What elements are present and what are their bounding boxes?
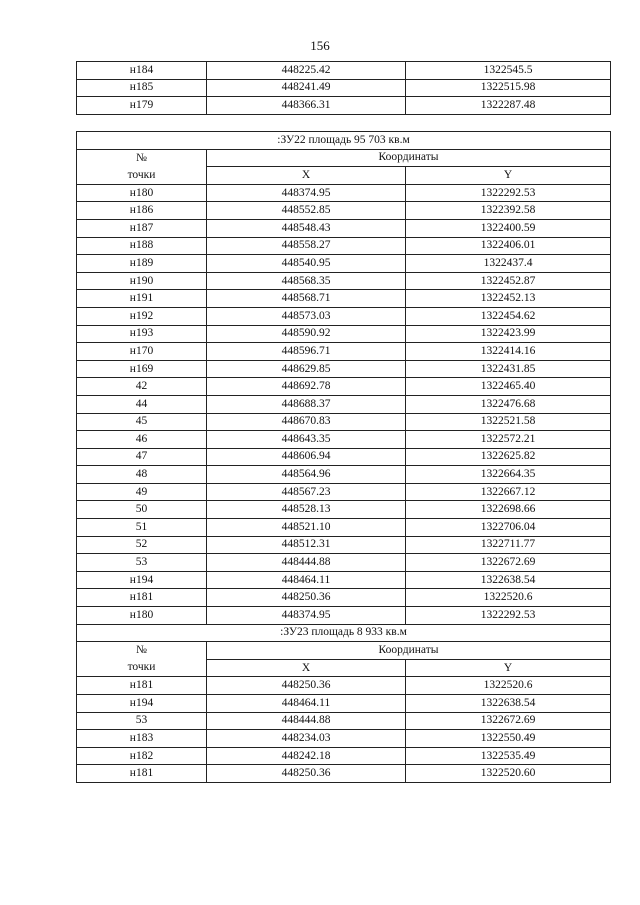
point-number-cell: н186 — [77, 202, 207, 220]
x-coordinate-cell: 448464.11 — [207, 695, 406, 713]
table-row — [77, 571, 611, 589]
table-row — [77, 62, 611, 80]
table-row — [77, 272, 611, 290]
y-coordinate-cell: 1322638.54 — [406, 695, 611, 713]
table-row — [77, 395, 611, 413]
y-coordinate-cell: 1322698.66 — [406, 501, 611, 519]
point-number-cell: н181 — [77, 677, 207, 695]
x-coordinate-cell: 448540.95 — [207, 255, 406, 273]
x-coordinate-cell: 448596.71 — [207, 343, 406, 361]
point-number-cell: 53 — [77, 554, 207, 572]
point-number-cell: н187 — [77, 219, 207, 237]
table-row — [77, 255, 611, 273]
x-coordinate-cell: 448548.43 — [207, 219, 406, 237]
y-coordinate-cell: 1322706.04 — [406, 519, 611, 537]
y-coordinate-cell: 1322465.40 — [406, 378, 611, 396]
y-coordinate-cell: 1322292.53 — [406, 607, 611, 625]
x-coordinate-cell: 448242.18 — [207, 747, 406, 765]
y-coordinate-cell: 1322545.5 — [406, 62, 611, 80]
table-row — [77, 290, 611, 308]
point-number-cell: 51 — [77, 519, 207, 537]
x-coordinate-cell: 448564.96 — [207, 466, 406, 484]
x-coordinate-cell: 448241.49 — [207, 79, 406, 97]
table-row — [77, 448, 611, 466]
table-row — [77, 219, 611, 237]
y-coordinate-cell: 1322400.59 — [406, 219, 611, 237]
table-row — [77, 307, 611, 325]
x-coordinate-cell: 448512.31 — [207, 536, 406, 554]
table-row — [77, 413, 611, 431]
point-number-cell: 52 — [77, 536, 207, 554]
table-row — [77, 554, 611, 572]
x-coordinate-cell: 448568.71 — [207, 290, 406, 308]
point-number-cell: н183 — [77, 730, 207, 748]
table-row — [77, 202, 611, 220]
y-coordinate-cell: 1322711.77 — [406, 536, 611, 554]
y-coordinate-cell: 1322535.49 — [406, 747, 611, 765]
column-header-row — [77, 149, 611, 167]
table-row — [77, 360, 611, 378]
point-number-cell: 45 — [77, 413, 207, 431]
y-coordinate-cell: 1322638.54 — [406, 571, 611, 589]
coordinates-header: Координаты — [207, 642, 611, 660]
y-coordinate-cell: 1322452.13 — [406, 290, 611, 308]
point-number-cell: н182 — [77, 747, 207, 765]
point-number-cell: н190 — [77, 272, 207, 290]
x-coordinate-cell: 448374.95 — [207, 607, 406, 625]
point-number-cell: 48 — [77, 466, 207, 484]
point-number-cell: н189 — [77, 255, 207, 273]
x-coordinate-cell: 448366.31 — [207, 97, 406, 115]
y-column-header: Y — [406, 659, 611, 677]
y-coordinate-cell: 1322520.60 — [406, 765, 611, 783]
table-body — [77, 132, 611, 783]
table-row — [77, 747, 611, 765]
x-coordinate-cell: 448444.88 — [207, 554, 406, 572]
x-coordinate-cell: 448552.85 — [207, 202, 406, 220]
y-coordinate-cell: 1322664.35 — [406, 466, 611, 484]
point-number-cell: 44 — [77, 395, 207, 413]
section-title: :ЗУ23 площадь 8 933 кв.м — [77, 624, 611, 642]
table-row — [77, 343, 611, 361]
point-number-header: № — [77, 642, 207, 660]
point-number-cell: н191 — [77, 290, 207, 308]
y-coordinate-cell: 1322414.16 — [406, 343, 611, 361]
table-row — [77, 325, 611, 343]
table-row — [77, 79, 611, 97]
x-coordinate-cell: 448670.83 — [207, 413, 406, 431]
y-coordinate-cell: 1322292.53 — [406, 184, 611, 202]
table-row — [77, 483, 611, 501]
x-coordinate-cell: 448250.36 — [207, 677, 406, 695]
table-row — [77, 184, 611, 202]
x-coordinate-cell: 448250.36 — [207, 589, 406, 607]
table-row — [77, 97, 611, 115]
point-number-cell: н180 — [77, 607, 207, 625]
y-coordinate-cell: 1322423.99 — [406, 325, 611, 343]
table-row — [77, 677, 611, 695]
table-row — [77, 607, 611, 625]
table-row — [77, 695, 611, 713]
y-column-header: Y — [406, 167, 611, 185]
point-number-header: № — [77, 149, 207, 167]
page-number: 156 — [310, 38, 330, 53]
table-row — [77, 730, 611, 748]
point-number-cell: 50 — [77, 501, 207, 519]
x-coordinate-cell: 448573.03 — [207, 307, 406, 325]
table-row — [77, 589, 611, 607]
y-coordinate-cell: 1322452.87 — [406, 272, 611, 290]
point-number-cell: 46 — [77, 431, 207, 449]
x-column-header: X — [207, 659, 406, 677]
point-number-cell: н181 — [77, 765, 207, 783]
x-coordinate-cell: 448374.95 — [207, 184, 406, 202]
x-coordinate-cell: 448521.10 — [207, 519, 406, 537]
x-coordinate-cell: 448692.78 — [207, 378, 406, 396]
x-coordinate-cell: 448234.03 — [207, 730, 406, 748]
x-coordinate-cell: 448444.88 — [207, 712, 406, 730]
x-coordinate-cell: 448464.11 — [207, 571, 406, 589]
point-number-cell: 42 — [77, 378, 207, 396]
point-number-cell: н193 — [77, 325, 207, 343]
point-number-cell: 49 — [77, 483, 207, 501]
point-number-cell: 53 — [77, 712, 207, 730]
x-coordinate-cell: 448568.35 — [207, 272, 406, 290]
x-coordinate-cell: 448528.13 — [207, 501, 406, 519]
point-number-cell: н184 — [77, 62, 207, 80]
y-coordinate-cell: 1322672.69 — [406, 554, 611, 572]
point-number-cell: н180 — [77, 184, 207, 202]
x-coordinate-cell: 448558.27 — [207, 237, 406, 255]
y-coordinate-cell: 1322667.12 — [406, 483, 611, 501]
x-coordinate-cell: 448250.36 — [207, 765, 406, 783]
y-coordinate-cell: 1322392.58 — [406, 202, 611, 220]
x-coordinate-cell: 448567.23 — [207, 483, 406, 501]
section-title-row — [77, 624, 611, 642]
point-number-cell: н194 — [77, 571, 207, 589]
table-row — [77, 431, 611, 449]
table-row — [77, 466, 611, 484]
coordinates-table-continuation — [76, 61, 611, 115]
point-number-cell: н188 — [77, 237, 207, 255]
point-number-header-label: точки — [77, 659, 207, 677]
table-row — [77, 501, 611, 519]
column-header-row — [77, 167, 611, 185]
table-row — [77, 712, 611, 730]
y-coordinate-cell: 1322520.6 — [406, 589, 611, 607]
x-column-header: X — [207, 167, 406, 185]
y-coordinate-cell: 1322454.62 — [406, 307, 611, 325]
y-coordinate-cell: 1322550.49 — [406, 730, 611, 748]
y-coordinate-cell: 1322406.01 — [406, 237, 611, 255]
point-number-cell: н170 — [77, 343, 207, 361]
y-coordinate-cell: 1322625.82 — [406, 448, 611, 466]
section-title: :ЗУ22 площадь 95 703 кв.м — [77, 132, 611, 150]
x-coordinate-cell: 448590.92 — [207, 325, 406, 343]
point-number-cell: н192 — [77, 307, 207, 325]
coordinates-header: Координаты — [207, 149, 611, 167]
point-number-cell: н194 — [77, 695, 207, 713]
table-row — [77, 378, 611, 396]
table-row — [77, 519, 611, 537]
y-coordinate-cell: 1322431.85 — [406, 360, 611, 378]
y-coordinate-cell: 1322672.69 — [406, 712, 611, 730]
y-coordinate-cell: 1322437.4 — [406, 255, 611, 273]
section-title-row — [77, 132, 611, 150]
column-header-row — [77, 659, 611, 677]
point-number-cell: н169 — [77, 360, 207, 378]
y-coordinate-cell: 1322521.58 — [406, 413, 611, 431]
table-row — [77, 765, 611, 783]
point-number-cell: н179 — [77, 97, 207, 115]
y-coordinate-cell: 1322287.48 — [406, 97, 611, 115]
table-row — [77, 536, 611, 554]
y-coordinate-cell: 1322572.21 — [406, 431, 611, 449]
y-coordinate-cell: 1322476.68 — [406, 395, 611, 413]
column-header-row — [77, 642, 611, 660]
y-coordinate-cell: 1322520.6 — [406, 677, 611, 695]
point-number-cell: н185 — [77, 79, 207, 97]
point-number-cell: н181 — [77, 589, 207, 607]
y-coordinate-cell: 1322515.98 — [406, 79, 611, 97]
x-coordinate-cell: 448606.94 — [207, 448, 406, 466]
point-number-header-label: точки — [77, 167, 207, 185]
x-coordinate-cell: 448643.35 — [207, 431, 406, 449]
x-coordinate-cell: 448688.37 — [207, 395, 406, 413]
x-coordinate-cell: 448629.85 — [207, 360, 406, 378]
table-row — [77, 237, 611, 255]
x-coordinate-cell: 448225.42 — [207, 62, 406, 80]
point-number-cell: 47 — [77, 448, 207, 466]
table-body — [77, 62, 611, 115]
coordinates-table — [76, 131, 611, 783]
